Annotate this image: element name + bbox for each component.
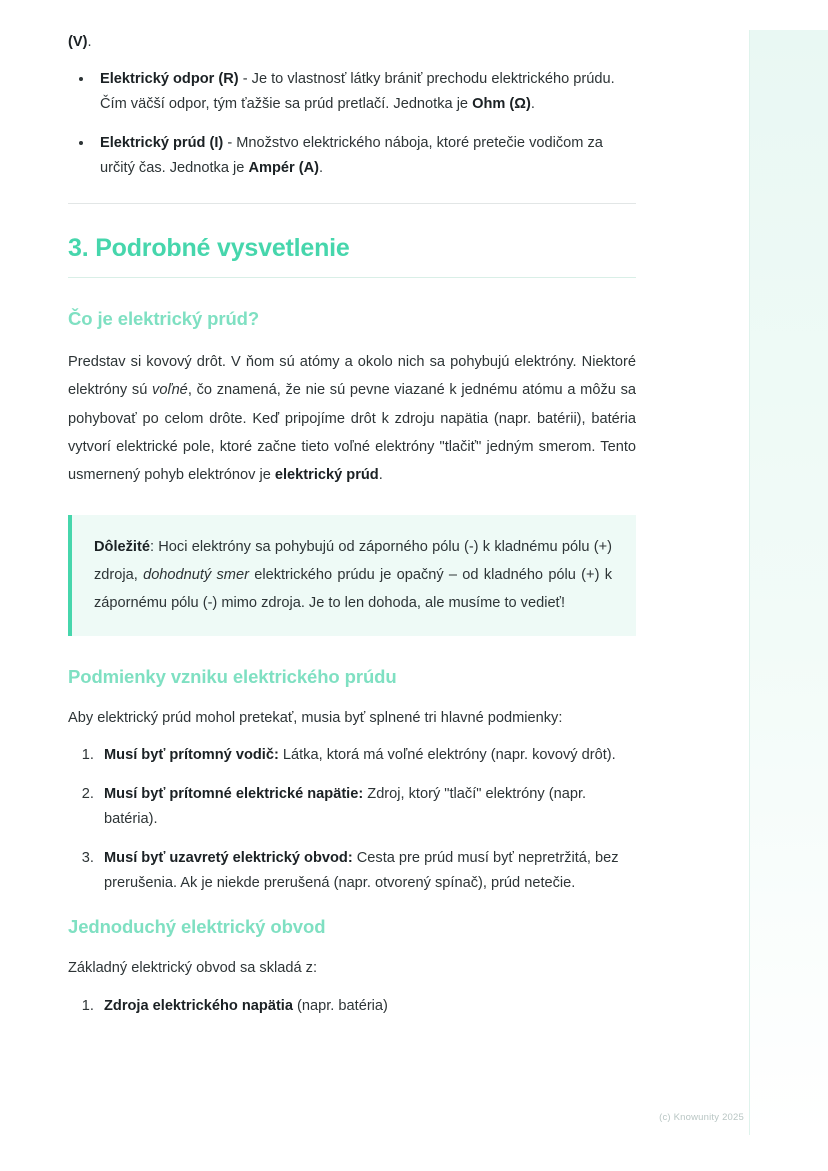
list-item — [98, 782, 636, 832]
section-divider — [68, 203, 636, 204]
list-item — [98, 994, 636, 1019]
condition-term: Musí byť prítomné elektrické napätie: — [104, 786, 364, 803]
para-italic: voľné — [152, 382, 188, 399]
carryover-bold: (V) — [68, 34, 88, 50]
callout-part1: : Hoci elektróny sa pohybujú od záporného pólu (-) k kladnému pólu (+) zdroja, — [94, 538, 612, 583]
condition-text: Látka, ktorá má voľné elektróny (napr. kovový drôt). — [278, 747, 616, 763]
paragraph-current-explanation — [68, 348, 636, 488]
circuit-text: (napr. batéria) — [292, 997, 388, 1014]
bullet-text: - Množstvo elektrického náboja, ktoré pretečie vodičom za určitý čas. Jednotka je — [100, 135, 603, 177]
important-callout — [68, 515, 636, 636]
copyright-watermark: (c) Knowunity 2025 — [659, 1112, 744, 1123]
condition-text: Cesta pre prúd musí byť nepretržitá, bez prerušenia. Ak je niekde prerušená (napr. otvorený spínač), prúd netečie. — [104, 850, 619, 892]
circuit-lead-text: Základný elektrický obvod sa skladá z: — [68, 960, 318, 977]
circuit-numbered-list — [68, 994, 636, 1019]
callout-label: Dôležité — [94, 538, 150, 555]
para-part2: , čo znamená, že nie sú pevne viazané k jednému atómu a môžu sa pohybovať po celom drôte. Keď pripojíme drôt k zdroju napätia (napr. batérii), batéria vytvorí elektrické pole, ktoré začne tieto voľné elektróny "tlačiť" jedným smerom. Tento usmernený pohyb elektrónov je — [68, 382, 636, 483]
para-part1: Predstav si kovový drôt. V ňom sú atómy a okolo nich sa pohybujú elektróny. Niektoré elektróny sú — [68, 354, 636, 399]
section-heading-rule — [68, 277, 636, 278]
conditions-numbered-list — [68, 743, 636, 896]
list-item — [98, 846, 636, 896]
subsection-heading-current: Čo je elektrický prúd? — [68, 308, 260, 330]
carryover-fragment — [68, 30, 636, 55]
bullet-unit: Ampér (A) — [248, 160, 319, 177]
condition-term: Musí byť uzavretý elektrický obvod: — [104, 850, 353, 867]
page-right-accent-strip — [749, 30, 828, 1135]
callout-part2: elektrického prúdu je opačný – od kladného pólu (+) k zápornému pólu (-) mimo zdroja. Je to len dohoda, ale musíme to vedieť! — [94, 567, 612, 612]
bullet-term: Elektrický prúd (I) — [100, 135, 224, 152]
bullet-text: - Je to vlastnosť látky brániť prechodu elektrického prúdu. Čím väčší odpor, tým ťažšie sa prúd pretlačí. Jednotka je — [100, 71, 615, 113]
para-tail: . — [378, 466, 383, 483]
list-item — [98, 743, 636, 768]
callout-text — [94, 533, 612, 618]
subsection-heading-conditions: Podmienky vzniku elektrického prúdu — [68, 665, 397, 687]
condition-text: Zdroj, ktorý "tlačí" elektróny (napr. batéria). — [104, 786, 587, 828]
section-heading: 3. Podrobné vysvetlenie — [68, 234, 350, 263]
conditions-lead-text: Aby elektrický prúd mohol pretekať, musia byť splnené tri hlavné podmienky: — [68, 709, 563, 726]
subsection-heading-circuit: Jednoduchý elektrický obvod — [68, 916, 326, 938]
para-bold-end: elektrický prúd — [274, 466, 379, 483]
condition-term: Musí byť prítomný vodič: — [104, 747, 279, 763]
circuit-term: Zdroja elektrického napätia — [104, 997, 293, 1014]
callout-italic: dohodnutý smer — [143, 567, 249, 583]
bullet-tail: . — [319, 160, 324, 177]
bullet-unit: Ohm (Ω) — [472, 96, 531, 113]
list-item — [94, 67, 636, 117]
bullet-tail: . — [530, 96, 535, 113]
definition-bullet-list — [68, 67, 636, 181]
bullet-term: Elektrický odpor (R) — [100, 71, 239, 88]
list-item — [94, 131, 636, 181]
document-content — [68, 30, 636, 1033]
carryover-rest: . — [87, 34, 92, 50]
